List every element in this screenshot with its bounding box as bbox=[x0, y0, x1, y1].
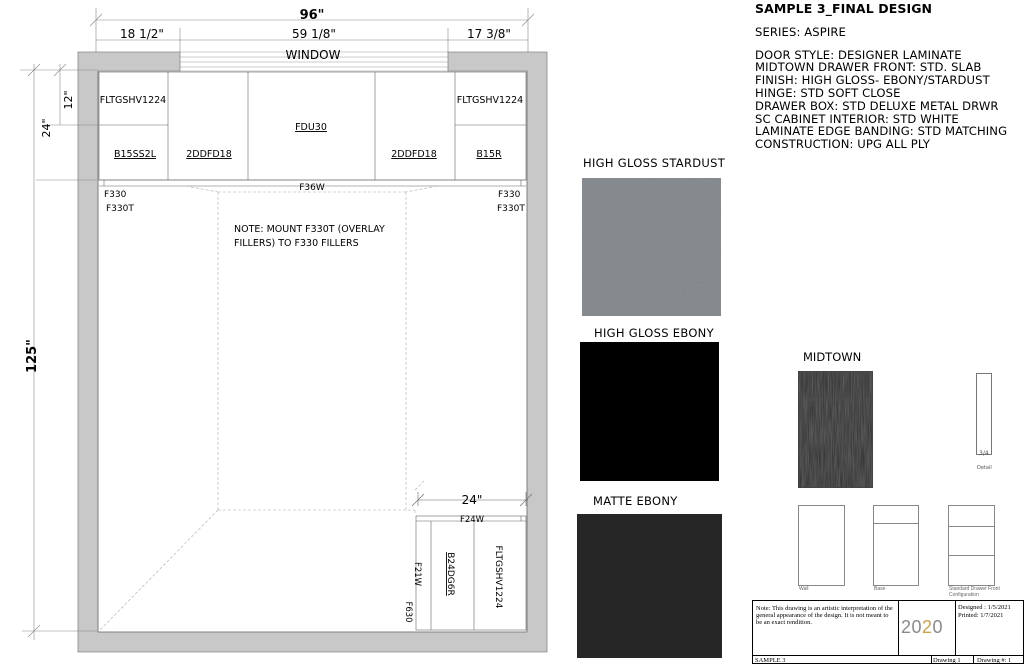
dim-center-section: 59 1/8" bbox=[292, 27, 336, 41]
drawer-cabinet-label: Standard Drawer Front Configuration bbox=[949, 586, 1000, 598]
dim-total-width: 96" bbox=[299, 8, 325, 23]
label-f36w: F36W bbox=[299, 183, 325, 193]
drawer-cabinet-elevation bbox=[948, 505, 995, 586]
label-f21w: F21W bbox=[412, 561, 422, 587]
swatch-title-matte-ebony: MATTE EBONY bbox=[593, 494, 678, 508]
spec-line: DOOR STYLE: DESIGNER LAMINATE bbox=[755, 47, 962, 62]
title-block bbox=[752, 600, 1024, 664]
label-f330t-right: F330T bbox=[497, 204, 525, 214]
printed-date: Printed: 1/7/2021 bbox=[958, 612, 1004, 619]
spec-line: FINISH: HIGH GLOSS- EBONY/STARDUST bbox=[755, 73, 990, 88]
detail-label: Detail bbox=[977, 465, 992, 471]
midtown-door-image bbox=[798, 371, 873, 488]
base-cabinet-label: Base bbox=[874, 586, 886, 592]
note-line-1: NOTE: MOUNT F330T (OVERLAY bbox=[234, 224, 385, 235]
label-2ddfd18-left: 2DDFD18 bbox=[186, 149, 232, 160]
dim-height-24: 24" bbox=[40, 118, 53, 138]
drawing-number: Drawing #: 1 bbox=[977, 657, 1012, 664]
dim-height-125: 125" bbox=[25, 339, 40, 373]
spec-title: SAMPLE 3_FINAL DESIGN bbox=[755, 1, 933, 16]
spec-line: HINGE: STD SOFT CLOSE bbox=[755, 85, 901, 100]
spec-line: LAMINATE EDGE BANDING: STD MATCHING bbox=[755, 124, 1008, 139]
drawing-name: Drawing 1 bbox=[933, 657, 961, 664]
wall-cabinet-label: Wall bbox=[799, 586, 809, 592]
label-f330-left: F330 bbox=[104, 190, 127, 200]
label-2ddfd18-right: 2DDFD18 bbox=[391, 149, 437, 160]
label-b24dg6r: B24DG6R bbox=[445, 552, 455, 596]
dates bbox=[958, 604, 1011, 620]
walls bbox=[78, 52, 547, 652]
dim-right-section: 17 3/8" bbox=[467, 27, 511, 41]
label-b15r: B15R bbox=[476, 149, 502, 160]
interior-dashed-lines bbox=[100, 186, 437, 630]
corner-cabinet bbox=[412, 492, 532, 630]
label-fltg-bottom: FLTGSHV1224 bbox=[493, 545, 503, 609]
label-f330-right: F330 bbox=[498, 190, 521, 200]
base-cabinet-elevation bbox=[873, 505, 919, 586]
spec-line: MIDTOWN DRAWER FRONT: STD. SLAB bbox=[755, 60, 982, 75]
spec-line: SC CABINET INTERIOR: STD WHITE bbox=[755, 111, 959, 126]
window-label: WINDOW bbox=[285, 48, 341, 62]
spec-series: SERIES: ASPIRE bbox=[755, 24, 846, 39]
label-f630: F630 bbox=[403, 601, 413, 623]
disclaimer-note: Note: This drawing is an artistic interpretation of the general appearance of the design. It is not meant to be an exact rendition. bbox=[756, 605, 893, 627]
label-f24w: F24W bbox=[459, 515, 485, 525]
label-f330t-left: F330T bbox=[106, 204, 134, 214]
label-fdu30: FDU30 bbox=[295, 122, 327, 133]
swatch-stardust bbox=[582, 178, 721, 316]
sample-name: SAMPLE 3 bbox=[755, 657, 786, 664]
dim-height-12: 12" bbox=[62, 90, 75, 110]
edge-detail-drawing bbox=[976, 373, 992, 455]
detail-fraction: 3/4 bbox=[979, 450, 989, 457]
designed-date: Designed : 1/5/2021 bbox=[958, 604, 1011, 611]
dim-left-section: 18 1/2" bbox=[120, 27, 164, 41]
2020-logo: 2020 bbox=[901, 617, 944, 637]
spec-line: DRAWER BOX: STD DELUXE METAL DRWR bbox=[755, 98, 999, 113]
spec-block bbox=[755, 3, 1023, 151]
label-fltg-right: FLTGSHV1224 bbox=[456, 95, 524, 106]
wall-cabinet-elevation bbox=[798, 505, 845, 586]
note-line-2: FILLERS) TO F330 FILLERS bbox=[234, 238, 359, 249]
swatch-high-gloss-ebony bbox=[580, 342, 719, 481]
swatch-title-high-gloss-ebony: HIGH GLOSS EBONY bbox=[594, 326, 714, 340]
label-fltg-left: FLTGSHV1224 bbox=[99, 95, 167, 106]
swatch-title-stardust: HIGH GLOSS STARDUST bbox=[583, 156, 726, 170]
midtown-label: MIDTOWN bbox=[803, 350, 862, 364]
swatch-matte-ebony bbox=[577, 514, 722, 658]
dim-corner-24: 24" bbox=[461, 493, 483, 507]
spec-line: CONSTRUCTION: UPG ALL PLY bbox=[755, 137, 931, 152]
label-b15ss2l: B15SS2L bbox=[113, 149, 157, 160]
